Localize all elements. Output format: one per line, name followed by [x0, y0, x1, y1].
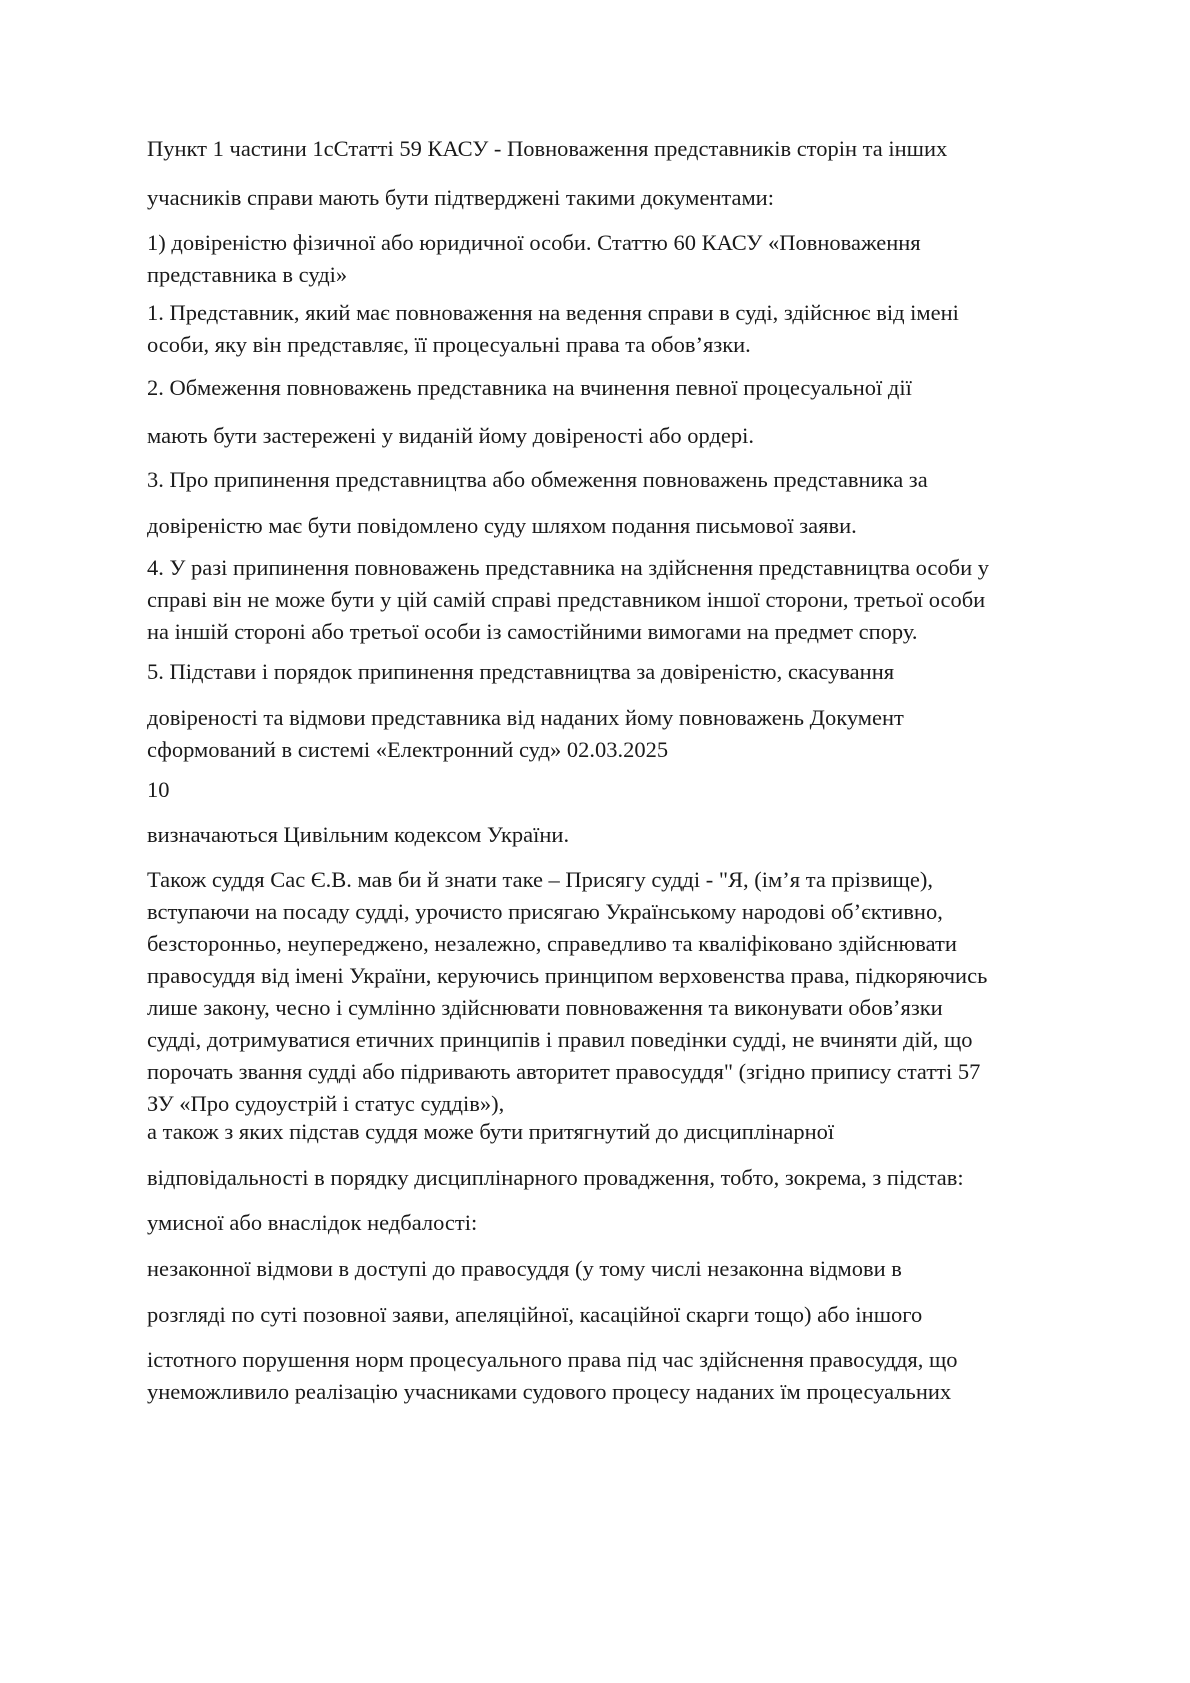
text-line: розгляді по суті позовної заяви, апеляційної, касаційної скарги тощо) або іншого — [147, 1302, 923, 1327]
text-line: а також з яких підстав суддя може бути притягнутий до дисциплінарної — [147, 1119, 835, 1144]
text-line: мають бути застережені у виданій йому довіреності або ордері. — [147, 423, 755, 448]
text-line: 1) довіреністю фізичної або юридичної особи. Статтю 60 КАСУ «Повноваження — [147, 230, 921, 255]
paragraph — [147, 1299, 1147, 1331]
paragraph — [147, 1253, 1147, 1285]
paragraph — [147, 372, 1147, 404]
paragraph — [147, 552, 1147, 648]
text-line: унеможливило реалізацію учасниками судового процесу наданих їм процесуальних — [147, 1379, 952, 1404]
text-line: судді, дотримуватися етичних принципів і правил поведінки судді, не вчиняти дій, що — [147, 1027, 973, 1052]
text-line: на іншій стороні або третьої особи із самостійними вимогами на предмет спору. — [147, 619, 918, 644]
paragraph — [147, 774, 1147, 806]
paragraph — [147, 133, 1147, 165]
text-line: вступаючи на посаду судді, урочисто присягаю Українському народові об’єктивно, — [147, 899, 943, 924]
paragraph — [147, 1116, 1147, 1148]
text-line: представника в суді» — [147, 262, 348, 287]
text-line: 5. Підстави і порядок припинення представництва за довіреністю, скасування — [147, 659, 895, 684]
text-line: правосуддя від імені України, керуючись принципом верховенства права, підкоряючись — [147, 963, 988, 988]
paragraph — [147, 182, 1147, 214]
text-line: Також суддя Сас Є.В. мав би й знати таке – Присягу судді - "Я, (ім’я та прізвище), — [147, 867, 933, 892]
text-line: ЗУ «Про судоустрій і статус суддів»), — [147, 1091, 505, 1116]
paragraph — [147, 819, 1147, 851]
paragraph — [147, 656, 1147, 688]
paragraph — [147, 510, 1147, 542]
text-line: довіреністю має бути повідомлено суду шляхом подання письмової заяви. — [147, 513, 857, 538]
text-line: довіреності та відмови представника від наданих йому повноважень Документ — [147, 705, 904, 730]
paragraph — [147, 420, 1147, 452]
text-line: сформований в системі «Електронний суд» 02.03.2025 — [147, 737, 669, 762]
paragraph — [147, 702, 1147, 766]
text-line: особи, яку він представляє, її процесуальні права та обов’язки. — [147, 332, 751, 357]
text-line: відповідальності в порядку дисциплінарного провадження, тобто, зокрема, з підстав: — [147, 1165, 964, 1190]
text-line: визначаються Цивільним кодексом України. — [147, 822, 570, 847]
text-line: лише закону, чесно і сумлінно здійснювати повноваження та виконувати обов’язки — [147, 995, 943, 1020]
paragraph — [147, 1207, 1147, 1239]
text-line: учасників справи мають бути підтверджені такими документами: — [147, 185, 774, 210]
text-line: незаконної відмови в доступі до правосуддя (у тому числі незаконна відмови в — [147, 1256, 902, 1281]
paragraph — [147, 1344, 1147, 1408]
text-line: Пункт 1 частини 1сСтатті 59 КАСУ - Повноваження представників сторін та інших — [147, 136, 948, 161]
paragraph — [147, 1162, 1147, 1194]
text-line: 10 — [147, 777, 170, 802]
text-line: 3. Про припинення представництва або обмеження повноважень представника за — [147, 467, 928, 492]
paragraph — [147, 464, 1147, 496]
text-line: справі він не може бути у цій самій справі представником іншої сторони, третьої особи — [147, 587, 986, 612]
text-line: 2. Обмеження повноважень представника на вчинення певної процесуальної дії — [147, 375, 912, 400]
text-line: порочать звання судді або підривають авторитет правосуддя" (згідно припису статті 57 — [147, 1059, 981, 1084]
paragraph — [147, 297, 1147, 361]
text-line: 4. У разі припинення повноважень представника на здійснення представництва особи у — [147, 555, 990, 580]
paragraph — [147, 227, 1147, 291]
text-line: 1. Представник, який має повноваження на ведення справи в суді, здійснює від імені — [147, 300, 959, 325]
text-line: безсторонньо, неупереджено, незалежно, справедливо та кваліфіковано здійснювати — [147, 931, 957, 956]
paragraph — [147, 864, 1147, 1120]
text-line: істотного порушення норм процесуального права під час здійснення правосуддя, що — [147, 1347, 958, 1372]
text-line: умисної або внаслідок недбалості: — [147, 1210, 478, 1235]
